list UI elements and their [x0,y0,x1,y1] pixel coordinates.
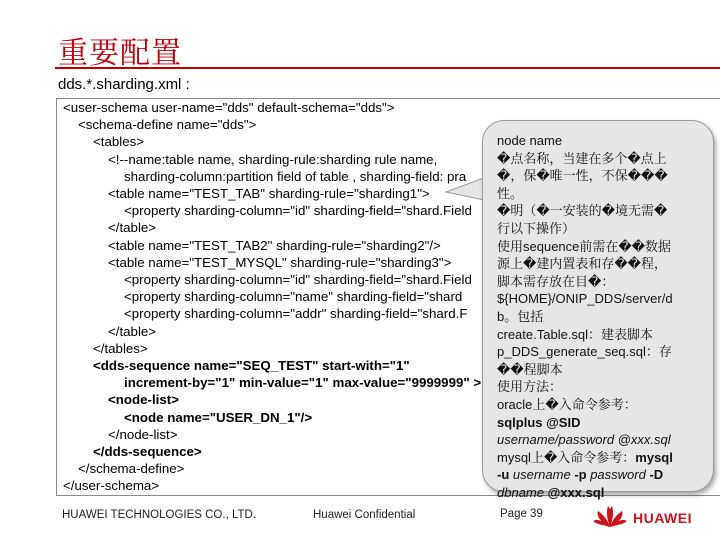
code-line: </tables> [93,340,148,356]
code-line: increment-by="1" min-value="1" max-value="9999999" > [124,375,482,391]
code-line: <schema-define name="dds"> [78,117,257,133]
callout-line: create.Table.sql：建表脚本 [497,326,654,342]
callout-line: 性。 [497,185,524,201]
slide-title: 重要配置 [58,36,182,71]
callout-line: ${HOME}/ONIP_DDS/server/d [497,291,673,307]
code-line: <table name="TEST_TAB2" sharding-rule="sharding2"/> [108,237,441,253]
code-line: <node-list> [108,392,179,408]
footer-confidential: Huawei Confidential [313,509,416,521]
code-line: <node name="USER_DN_1"/> [124,409,313,425]
code-line: <table name="TEST_MYSQL" sharding-rule="sharding3"> [108,254,452,270]
code-line: <property sharding-column="name" sharding-field="shard [124,289,463,305]
callout-line: sqlplus @SID [497,414,581,430]
code-line: <!--name:table name, sharding-rule:sharding rule name, [108,151,438,167]
callout-line: node name [497,133,563,148]
slide-subtitle: dds.*.sharding.xml : [58,76,190,93]
code-line: </user-schema> [63,478,160,494]
code-line: </node-list> [108,426,178,442]
callout-line: p_DDS_generate_seq.sql：存 [497,344,672,360]
code-line: <dds-sequence name="SEQ_TEST" start-with="1" [93,358,410,373]
callout-line: ��程脚本 [497,361,563,377]
callout-line: 使用sequence前需在��数据 [497,238,672,254]
callout-line: 脚本需存放在目�： [497,273,615,289]
code-line: sharding-column:partition field of table , sharding-field: pra [124,168,467,184]
code-line: </schema-define> [78,461,185,477]
callout-line: oracle上�入命令参考： [497,396,637,412]
code-line: </table> [108,220,157,236]
callout-line: mysql上�入命令参考：mysql [497,449,673,465]
code-line: <property sharding-column="addr" sharding-field="shard.F [124,306,468,322]
code-line: <table name="TEST_TAB" sharding-rule="sharding1"> [108,186,430,201]
callout-line: 行以下操作） [497,220,576,236]
code-line: </table> [108,323,157,339]
title-divider [55,67,720,69]
footer-company: HUAWEI TECHNOLOGIES CO., LTD. [62,509,257,521]
code-line: </dds-sequence> [93,444,202,459]
callout-line: �，保�唯一性，不保��� [497,168,668,184]
callout-line: username/password @xxx.sql [497,432,671,448]
callout-text [497,132,707,501]
code-line: <property sharding-column="id" sharding-field="shard.Field [124,272,472,287]
callout-line: dbname @xxx.sql [497,484,605,500]
callout-line: -u username -p password -D [497,467,664,483]
code-line: <property sharding-column="id" sharding-field="shard.Field [124,203,472,219]
callout-line: 源上�建内置表和存��程， [497,256,667,272]
code-line: <user-schema user-name="dds" default-schema="dds"> [63,100,395,115]
code-line: <tables> [93,134,145,150]
callout-line: �明（�一安装的�境无需� [497,203,668,219]
callout-line: b。包括 [497,308,544,324]
callout-line: 使用方法： [497,379,563,395]
callout-line: �点名称，当建在多个�点上 [497,150,667,166]
footer-page-number: Page 39 [500,508,543,520]
huawei-logo-text: HUAWEI [633,510,692,526]
